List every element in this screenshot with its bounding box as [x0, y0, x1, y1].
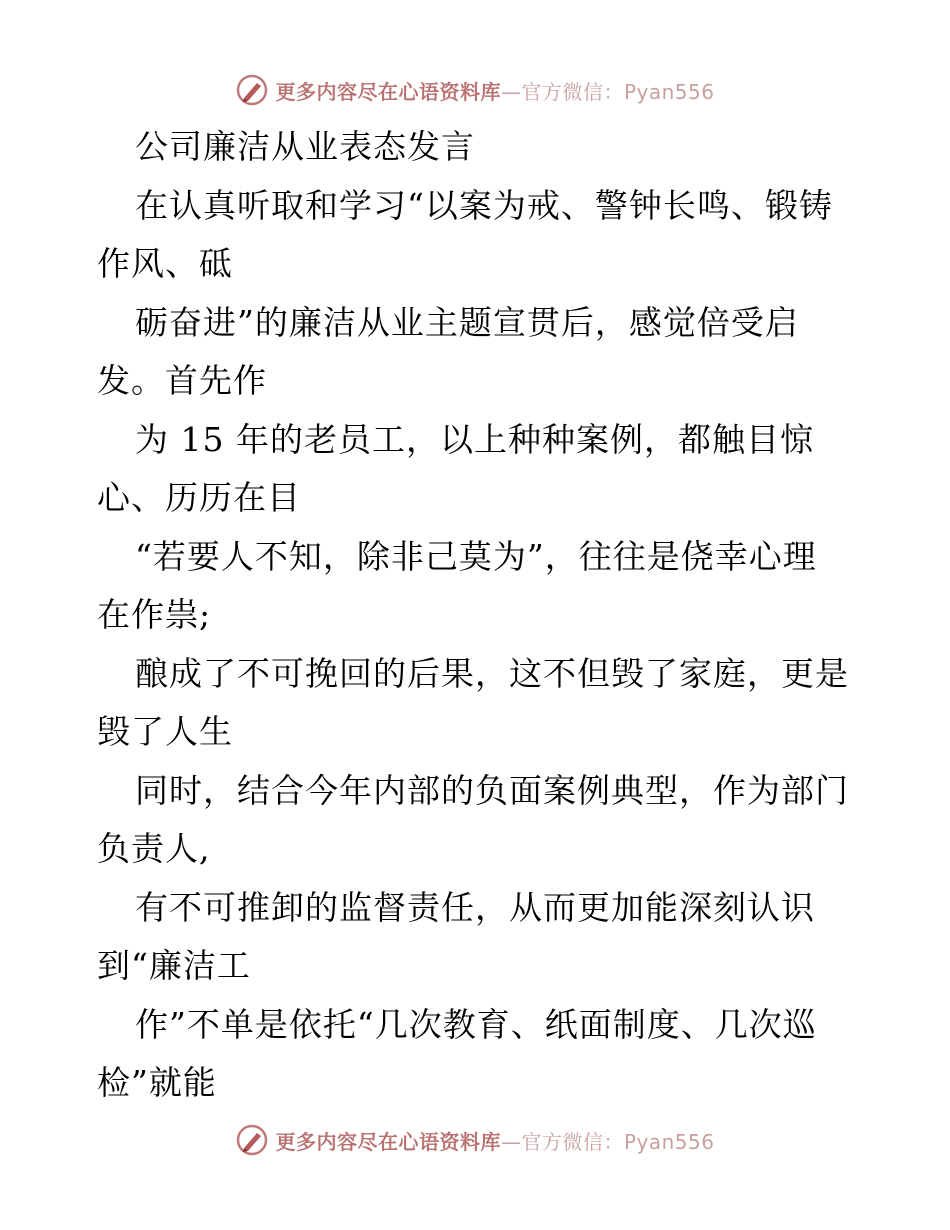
banner-brand: 更多内容尽在心语资料库	[275, 1129, 501, 1154]
paragraph-line: 发。首先作	[97, 361, 267, 400]
paragraph-line: 在作祟;	[97, 595, 212, 634]
banner-suffix: 官方微信：Pyan556	[521, 79, 715, 104]
header-banner	[0, 70, 950, 110]
document-body	[97, 118, 857, 1113]
banner-brand: 更多内容尽在心语资料库	[275, 79, 501, 104]
footer-banner	[0, 1120, 950, 1160]
banner-text	[275, 1126, 714, 1155]
paragraph-line: “若要人不知，除非己莫为”，往往是侥幸心理	[135, 536, 817, 576]
paragraph-line: 作风、砥	[97, 244, 233, 283]
paragraph-line: 检”就能	[97, 1063, 217, 1102]
paragraph-line: 砺奋进”的廉洁从业主题宣贯后，感觉倍受启	[135, 302, 799, 342]
paragraph-line: 在认真听取和学习“以案为戒、警钟长鸣、锻铸	[135, 185, 833, 225]
paragraph-line: 负责人,	[97, 829, 211, 868]
banner-suffix: 官方微信：Pyan556	[521, 1129, 715, 1154]
paragraph-line: 酿成了不可挽回的后果，这不但毁了家庭，更是	[135, 653, 849, 693]
pen-logo-icon	[235, 1123, 269, 1157]
paragraph-line: 有不可推卸的监督责任，从而更加能深刻认识	[135, 887, 815, 927]
pen-logo-icon	[235, 73, 269, 107]
banner-separator: —	[500, 79, 522, 104]
paragraph-line: 为 15 年的老员工，以上种种案例，都触目惊	[135, 419, 814, 459]
document-title: 公司廉洁从业表态发言	[135, 127, 475, 166]
paragraph-line: 心、历历在目	[97, 478, 301, 517]
paragraph-line: 同时，结合今年内部的负面案例典型，作为部门	[135, 770, 849, 810]
paragraph-line: 到“廉洁工	[97, 946, 251, 985]
banner-text	[275, 76, 714, 105]
banner-separator: —	[500, 1129, 522, 1154]
paragraph-line: 作”不单是依托“几次教育、纸面制度、几次巡	[135, 1004, 817, 1044]
paragraph-line: 毁了人生	[97, 712, 233, 751]
